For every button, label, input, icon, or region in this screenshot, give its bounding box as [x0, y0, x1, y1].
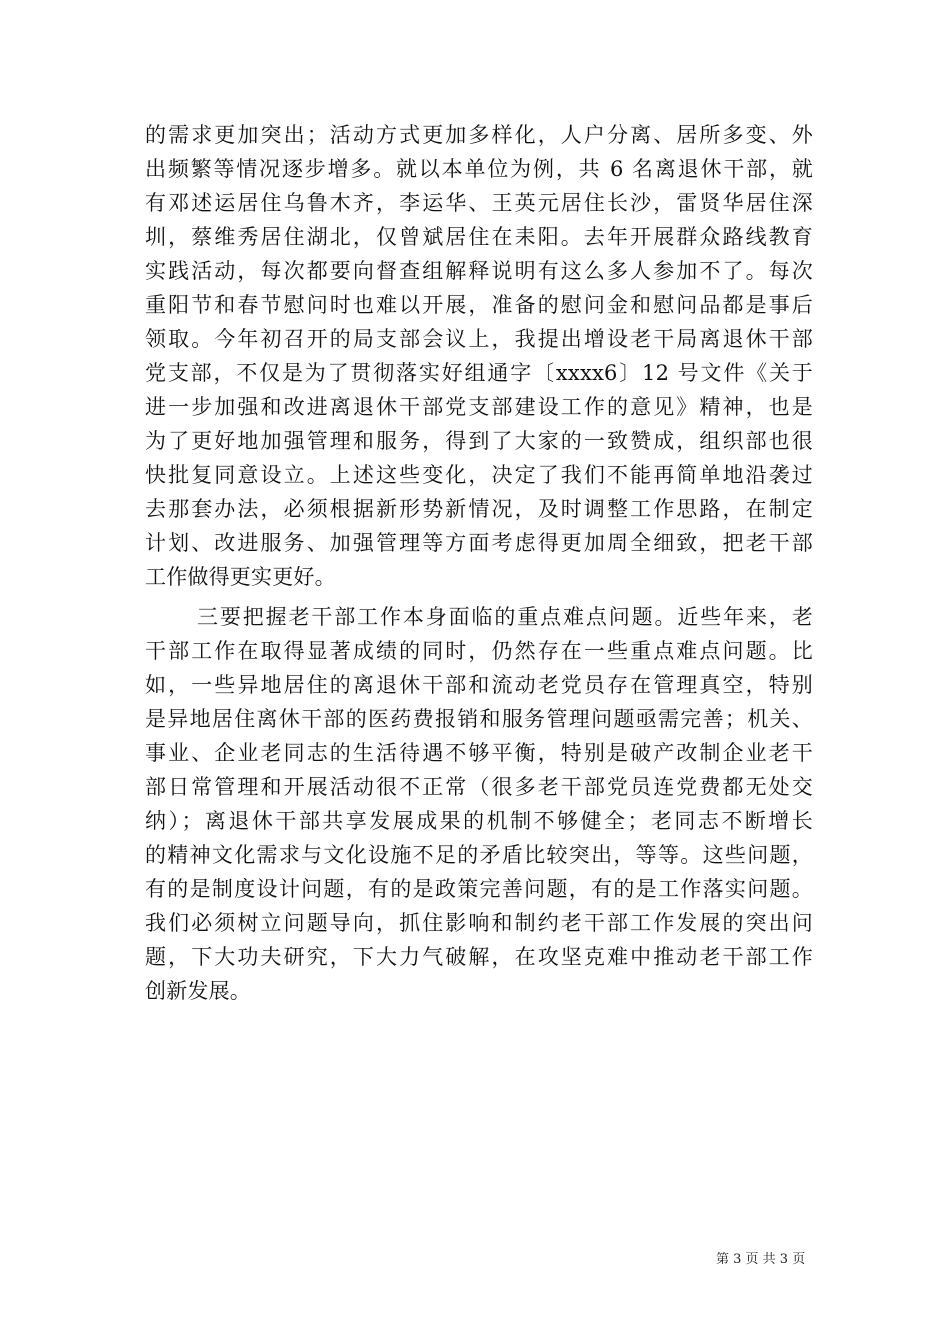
text-line: 为了更好地加强管理和服务，得到了大家的一致赞成，组织部也很 — [145, 429, 813, 453]
text-line: 去那套办法，必须根据新形势新情况，及时调整工作思路，在制定 — [145, 497, 813, 521]
text-line: 如，一些异地居住的离退休干部和流动老党员存在管理真空，特别 — [145, 673, 813, 697]
text-line: 快批复同意设立。上述这些变化，决定了我们不能再简单地沿袭过 — [145, 463, 813, 487]
document-body — [145, 118, 813, 1008]
text-line: 事业、企业老同志的生活待遇不够平衡，特别是破产改制企业老干 — [145, 741, 813, 765]
text-line: 纳）；离退休干部共享发展成果的机制不够健全；老同志不断增长 — [145, 809, 813, 833]
text-line: 进一步加强和改进离退休干部党支部建设工作的意见》精神，也是 — [145, 395, 813, 419]
text-line: 的需求更加突出；活动方式更加多样化，人户分离、居所多变、外 — [145, 123, 813, 147]
text-line: 三要把握老干部工作本身面临的重点难点问题。近些年来，老 — [197, 605, 813, 629]
text-line: 我们必须树立问题导向，抓住影响和制约老干部工作发展的突出问 — [145, 911, 813, 935]
page-number: 第 3 页 共 3 页 — [716, 1252, 806, 1267]
text-line: 干部工作在取得显著成绩的同时，仍然存在一些重点难点问题。比 — [145, 639, 813, 663]
text-line: 出频繁等情况逐步增多。就以本单位为例，共 6 名离退休干部，就 — [145, 157, 813, 181]
paragraph-1 — [145, 118, 813, 594]
text-line: 实践活动，每次都要向督查组解释说明有这么多人参加不了。每次 — [145, 259, 813, 283]
text-line: 是异地居住离休干部的医药费报销和服务管理问题亟需完善；机关、 — [145, 707, 813, 731]
text-line: 工作做得更实更好。 — [145, 565, 336, 589]
text-line: 圳，蔡维秀居住湖北，仅曾斌居住在耒阳。去年开展群众路线教育 — [145, 225, 813, 249]
text-line: 创新发展。 — [145, 979, 251, 1003]
text-line: 的精神文化需求与文化设施不足的矛盾比较突出，等等。这些问题， — [145, 843, 813, 867]
text-line: 重阳节和春节慰问时也难以开展，准备的慰问金和慰问品都是事后 — [145, 293, 813, 317]
text-line: 党支部，不仅是为了贯彻落实好组通字〔xxxx6〕12 号文件《关于 — [145, 361, 813, 385]
text-line: 题，下大功夫研究，下大力气破解，在攻坚克难中推动老干部工作 — [145, 945, 813, 969]
text-line: 有的是制度设计问题，有的是政策完善问题，有的是工作落实问题。 — [145, 877, 813, 901]
text-line: 计划、改进服务、加强管理等方面考虑得更加周全细致，把老干部 — [145, 531, 813, 555]
text-line: 有邓述运居住乌鲁木齐，李运华、王英元居住长沙，雷贤华居住深 — [145, 191, 813, 215]
text-line: 部日常管理和开展活动很不正常（很多老干部党员连党费都无处交 — [145, 775, 813, 799]
paragraph-2 — [145, 600, 813, 1008]
text-line: 领取。今年初召开的局支部会议上，我提出增设老干局离退休干部 — [145, 327, 813, 351]
